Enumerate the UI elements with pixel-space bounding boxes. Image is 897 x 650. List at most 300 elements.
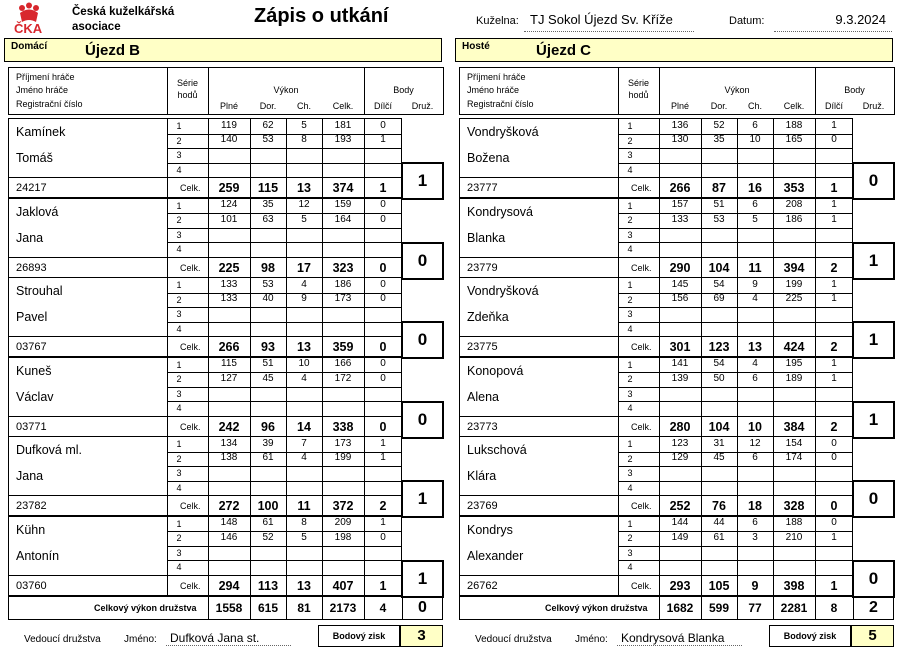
page-title: Zápis o utkání [254, 5, 389, 27]
home-series-number: 4 [176, 164, 182, 175]
home-series-number: 1 [176, 200, 182, 211]
home-player-total: 0 [379, 419, 387, 434]
home-series-value: 173 [334, 293, 352, 305]
home-series-value: 159 [334, 199, 352, 210]
away-series-value: 10 [749, 134, 761, 146]
home-header-divider [443, 67, 444, 115]
home-player-total: 338 [332, 419, 354, 434]
home-team-total-value: 81 [297, 601, 311, 615]
home-player-reg: 23782 [16, 500, 47, 512]
home-series-value: 0 [380, 531, 386, 543]
home-player-points: 1 [401, 560, 444, 598]
away-series-number: 2 [627, 533, 633, 544]
home-player-total: 13 [297, 578, 311, 593]
away-col-divider [618, 436, 619, 516]
home-series-number: 1 [176, 439, 182, 449]
home-series-number: 1 [176, 121, 182, 131]
home-row-divider [167, 148, 402, 149]
away-gain-value: 5 [851, 625, 894, 647]
away-player-reg: 23769 [467, 500, 498, 512]
away-player-total: 293 [669, 578, 691, 593]
home-total-divider [8, 495, 402, 496]
away-player-firstname: Alena [467, 389, 499, 404]
away-player-total: 301 [669, 340, 691, 354]
home-col-divider [167, 277, 168, 357]
away-player-total: 1 [830, 578, 838, 593]
away-player-total: 2 [830, 419, 838, 434]
home-leader-name: Dufková Jana st. [166, 631, 291, 646]
home-player-firstname: Jana [16, 469, 44, 483]
home-hdr-vykon: Výkon [273, 85, 299, 95]
away-series-value: 174 [785, 452, 803, 464]
home-player-points: 0 [401, 321, 444, 359]
away-hdr-body: Body [844, 85, 865, 95]
away-player-surname: Vondryšková [467, 125, 539, 139]
away-series-value: 6 [752, 119, 758, 131]
away-series-value: 145 [671, 278, 689, 290]
away-gain-label: Bodový zisk [769, 625, 851, 647]
away-hdr-ch: Ch. [747, 101, 762, 111]
cka-logo [14, 2, 44, 36]
away-player-total: 10 [748, 419, 762, 434]
home-player-firstname: Pavel [16, 310, 48, 324]
home-series-number: 2 [176, 215, 182, 226]
home-player-total: 242 [218, 419, 240, 434]
away-player-reg: 23775 [467, 341, 498, 353]
home-total-divider [8, 257, 402, 258]
home-col-divider [167, 118, 168, 198]
home-col-divider [167, 516, 168, 596]
away-player-total: 384 [783, 419, 805, 434]
home-series-number: 4 [176, 244, 182, 255]
home-series-value: 62 [262, 119, 274, 131]
away-series-value: 0 [831, 517, 837, 528]
away-series-value: 53 [713, 213, 725, 225]
home-total-divider [8, 575, 402, 576]
away-series-value: 154 [785, 437, 803, 449]
away-row-divider [618, 560, 853, 561]
away-total-label: Celk. [631, 501, 652, 511]
away-series-number: 3 [627, 388, 633, 399]
home-series-number: 4 [176, 562, 182, 573]
away-series-value: 1 [831, 213, 837, 225]
home-series-number: 3 [176, 150, 182, 161]
away-row-divider [618, 466, 853, 467]
home-series-value: 5 [301, 119, 307, 131]
home-team-total-value: 615 [257, 601, 279, 615]
away-series-value: 188 [785, 119, 803, 131]
home-name-label: Jméno: [124, 634, 157, 645]
away-player-total: 16 [748, 181, 762, 195]
away-player-total: 353 [783, 181, 805, 195]
away-total-label: Celk. [631, 342, 652, 352]
away-series-number: 2 [627, 294, 633, 305]
away-series-value: 5 [752, 213, 758, 225]
home-role-label: Domácí [11, 41, 48, 52]
away-hdr-druz: Druž. [862, 101, 885, 111]
away-hdr-surname: Příjmení hráče [467, 72, 526, 82]
away-series-value: 123 [671, 437, 689, 449]
home-player-points: 0 [401, 242, 444, 280]
home-series-value: 0 [380, 213, 386, 225]
home-row-divider [167, 163, 402, 164]
away-series-value: 133 [671, 213, 689, 225]
away-row-divider [618, 322, 853, 323]
home-total-label: Celk. [180, 421, 201, 432]
home-player-reg: 03760 [16, 579, 47, 592]
away-total-divider [459, 177, 853, 178]
home-series-value: 4 [301, 278, 307, 290]
venue-value: TJ Sokol Újezd Sv. Kříže [524, 12, 694, 32]
home-series-number: 4 [176, 323, 182, 334]
away-hdr-vykon: Výkon [724, 85, 750, 95]
home-player-surname: Jaklová [16, 204, 59, 219]
away-col-divider [618, 277, 619, 357]
home-player-points: 1 [401, 162, 444, 200]
away-player-total: 1 [830, 181, 838, 195]
home-player-total: 100 [257, 499, 279, 513]
home-series-value: 4 [301, 452, 307, 464]
home-player-total: 259 [218, 181, 240, 195]
away-series-value: 6 [752, 517, 758, 528]
home-series-number: 2 [176, 135, 182, 146]
away-player-firstname: Zdeňka [467, 310, 509, 324]
away-player-total: 9 [751, 578, 759, 593]
away-row-divider [618, 401, 853, 402]
home-row-divider [167, 466, 402, 467]
away-series-value: 141 [671, 358, 689, 369]
away-row-divider [618, 481, 853, 482]
home-hdr-series2: hodů [177, 90, 198, 100]
home-player-surname: Kamínek [16, 125, 66, 139]
home-player-total: 374 [332, 181, 354, 195]
home-total-label: Celk. [180, 501, 201, 511]
away-row-divider [618, 242, 853, 243]
home-series-value: 181 [334, 119, 352, 131]
away-player-reg: 23773 [467, 420, 498, 433]
away-series-value: 165 [785, 134, 803, 146]
home-series-value: 193 [334, 134, 352, 146]
away-series-number: 4 [627, 562, 633, 573]
home-player-surname: Dufková ml. [16, 443, 82, 457]
away-series-value: 35 [713, 134, 725, 146]
home-hdr-dilci: Dílčí [374, 101, 392, 111]
home-series-value: 0 [380, 293, 386, 305]
away-series-number: 1 [627, 200, 633, 211]
away-series-value: 149 [671, 531, 689, 543]
away-series-number: 1 [627, 121, 633, 131]
away-series-number: 1 [627, 518, 633, 529]
away-series-value: 144 [671, 517, 689, 528]
home-player-firstname: Jana [16, 230, 44, 245]
home-team-total-value: 0 [418, 599, 427, 616]
away-role-label: Hosté [462, 41, 490, 52]
away-player-reg: 23779 [467, 261, 498, 274]
home-player-surname: Kühn [16, 522, 46, 537]
home-total-label: Celk. [180, 580, 201, 591]
away-player-surname: Kondrys [467, 522, 513, 537]
home-hdr-celk: Celk. [332, 101, 354, 111]
home-series-number: 4 [176, 482, 182, 493]
away-series-value: 0 [831, 134, 837, 146]
home-series-number: 4 [176, 403, 182, 414]
home-player-surname: Strouhal [16, 284, 63, 298]
home-series-value: 4 [301, 372, 307, 384]
away-series-number: 4 [627, 403, 633, 414]
away-player-points: 1 [852, 321, 895, 359]
home-series-value: 5 [301, 213, 307, 225]
home-series-value: 9 [301, 293, 307, 305]
away-series-value: 9 [752, 278, 758, 290]
away-series-value: 54 [713, 278, 725, 290]
home-player-total: 93 [261, 340, 275, 354]
home-row-divider [167, 387, 402, 388]
away-hdr-series2: hodů [628, 90, 649, 100]
away-series-number: 3 [627, 150, 633, 161]
home-team-band [4, 38, 442, 62]
home-total-label: Celk. [180, 262, 201, 273]
home-series-value: 1 [380, 134, 386, 146]
away-total-label: Celkový výkon družstva [545, 603, 648, 613]
home-series-value: 124 [220, 199, 238, 210]
away-total-divider [459, 416, 853, 417]
away-series-value: 0 [831, 437, 837, 449]
home-series-value: 10 [298, 358, 310, 369]
away-col-divider [618, 516, 619, 596]
home-player-total: 372 [332, 499, 354, 513]
home-series-number: 2 [176, 294, 182, 305]
home-series-number: 3 [176, 229, 182, 240]
away-series-value: 225 [785, 293, 803, 305]
home-series-value: 133 [220, 278, 238, 290]
away-series-value: 51 [713, 199, 725, 210]
away-player-total: 105 [708, 578, 730, 593]
home-series-value: 52 [262, 531, 274, 543]
away-series-value: 3 [752, 531, 758, 543]
home-hdr-dor: Dor. [259, 101, 277, 111]
away-hdr-series: Série [627, 78, 649, 88]
away-team-total-value: 2 [869, 599, 878, 616]
away-series-number: 1 [627, 439, 633, 449]
away-player-points: 1 [852, 401, 895, 439]
away-series-number: 1 [627, 280, 633, 290]
away-row-divider [618, 228, 853, 229]
home-series-value: 166 [334, 358, 352, 369]
away-player-points: 0 [852, 162, 895, 200]
home-series-number: 1 [176, 359, 182, 370]
away-series-value: 52 [713, 119, 725, 131]
date-label: Datum: [729, 15, 765, 27]
away-player-total: 2 [830, 340, 838, 354]
home-series-number: 1 [176, 518, 182, 529]
away-hdr-reg: Registrační číslo [467, 99, 534, 109]
away-series-number: 2 [627, 453, 633, 464]
home-row-divider [167, 228, 402, 229]
home-player-total: 2 [379, 499, 387, 513]
away-player-total: 87 [712, 181, 726, 195]
home-player-total: 1 [379, 578, 387, 593]
away-player-total: 424 [783, 340, 805, 354]
home-hdr-ch: Ch. [296, 101, 311, 111]
home-series-value: 61 [262, 452, 274, 464]
home-row-divider [167, 481, 402, 482]
home-player-total: 14 [297, 419, 311, 434]
away-series-value: 210 [785, 531, 803, 543]
away-player-points: 1 [852, 242, 895, 280]
away-hdr-dilci: Dílčí [825, 101, 843, 111]
home-series-value: 172 [334, 372, 352, 384]
home-series-value: 198 [334, 531, 352, 543]
away-series-value: 6 [752, 199, 758, 210]
away-player-surname: Kondrysová [467, 204, 534, 219]
away-player-reg: 23777 [467, 182, 498, 194]
home-series-value: 1 [380, 452, 386, 464]
home-player-total: 13 [297, 340, 311, 354]
home-player-total: 359 [332, 340, 354, 354]
away-col-divider [618, 357, 619, 437]
home-series-value: 0 [380, 358, 386, 369]
home-player-reg: 03771 [16, 420, 47, 433]
away-player-firstname: Božena [467, 151, 510, 165]
away-team-total-value: 77 [748, 601, 762, 615]
home-hdr-body: Body [393, 85, 414, 95]
away-row-divider [618, 387, 853, 388]
away-team-total-value: 1682 [666, 601, 694, 615]
away-series-value: 189 [785, 372, 803, 384]
away-series-value: 195 [785, 358, 803, 369]
away-team-total-value: 8 [830, 601, 838, 615]
away-series-number: 3 [627, 229, 633, 240]
away-total-label: Celk. [631, 183, 652, 193]
away-player-total: 290 [669, 260, 691, 275]
home-series-value: 199 [334, 452, 352, 464]
away-series-number: 4 [627, 323, 633, 334]
home-series-value: 0 [380, 278, 386, 290]
home-player-points: 1 [401, 480, 444, 518]
home-player-total: 98 [261, 260, 275, 275]
venue-label: Kuželna: [476, 15, 519, 27]
home-series-value: 53 [262, 278, 274, 290]
home-team-total-value: 1558 [215, 601, 243, 615]
away-series-number: 3 [627, 309, 633, 320]
away-player-total: 18 [748, 499, 762, 513]
home-series-number: 2 [176, 453, 182, 464]
home-player-firstname: Tomáš [16, 151, 53, 165]
away-hdr-plne: Plné [670, 101, 689, 111]
organization-name [72, 5, 192, 35]
away-player-points: 0 [852, 560, 895, 598]
away-series-value: 12 [749, 437, 761, 449]
away-series-number: 2 [627, 374, 633, 385]
home-series-value: 138 [220, 452, 238, 464]
home-series-number: 2 [176, 533, 182, 544]
home-series-value: 7 [301, 437, 307, 449]
home-total-label: Celk. [180, 342, 201, 352]
away-leader-label: Vedoucí družstva [475, 634, 552, 645]
home-series-value: 186 [334, 278, 352, 290]
home-series-value: 173 [334, 437, 352, 449]
home-row-divider [167, 307, 402, 308]
away-player-total: 76 [712, 499, 726, 513]
away-row-divider [618, 546, 853, 547]
home-player-total: 11 [297, 499, 311, 513]
away-name-label: Jméno: [575, 634, 608, 645]
home-col-divider [167, 198, 168, 278]
home-team-total-value: 4 [379, 601, 387, 615]
away-team-total-value: 599 [708, 601, 730, 615]
home-row-divider [167, 546, 402, 547]
home-series-value: 140 [220, 134, 238, 146]
home-series-number: 3 [176, 309, 182, 320]
home-total-label: Celkový výkon družstva [94, 603, 197, 613]
away-series-value: 0 [831, 452, 837, 464]
away-player-total: 398 [783, 578, 805, 593]
away-series-value: 6 [752, 372, 758, 384]
away-series-number: 2 [627, 215, 633, 226]
away-series-value: 156 [671, 293, 689, 305]
away-series-value: 1 [831, 531, 837, 543]
home-series-value: 101 [220, 213, 238, 225]
home-player-total: 96 [261, 419, 275, 434]
home-series-value: 39 [262, 437, 274, 449]
home-series-value: 0 [380, 199, 386, 210]
away-hdr-firstname: Jméno hráče [467, 85, 520, 95]
away-player-total: 104 [708, 260, 730, 275]
away-team-name: Újezd C [536, 42, 592, 59]
away-player-firstname: Blanka [467, 230, 506, 245]
away-series-value: 208 [785, 199, 803, 210]
away-player-total: 394 [783, 260, 805, 275]
home-series-value: 8 [301, 517, 307, 528]
home-player-total: 266 [218, 340, 240, 354]
away-series-value: 1 [831, 358, 837, 369]
home-gain-label: Bodový zisk [318, 625, 400, 647]
away-series-value: 130 [671, 134, 689, 146]
away-series-value: 45 [713, 452, 725, 464]
home-team-total-value: 2173 [329, 601, 357, 615]
away-series-number: 4 [627, 244, 633, 255]
home-player-firstname: Antonín [16, 548, 60, 563]
away-series-value: 61 [713, 531, 725, 543]
away-player-surname: Vondryšková [467, 284, 539, 298]
home-series-value: 148 [220, 517, 238, 528]
home-total-label: Celk. [180, 183, 201, 193]
home-leader-label: Vedoucí družstva [24, 634, 101, 645]
home-team-name: Újezd B [85, 42, 141, 59]
home-series-value: 115 [221, 358, 237, 369]
home-series-value: 35 [262, 199, 274, 210]
home-series-value: 0 [380, 372, 386, 384]
away-col-divider [618, 118, 619, 198]
home-player-total: 113 [257, 578, 279, 593]
away-player-total: 266 [669, 181, 691, 195]
home-hdr-plne: Plné [219, 101, 238, 111]
home-series-value: 8 [301, 134, 307, 146]
away-series-value: 1 [831, 119, 837, 131]
home-series-number: 2 [176, 374, 182, 385]
away-total-divider [459, 495, 853, 496]
home-series-value: 63 [262, 213, 274, 225]
home-series-value: 209 [334, 517, 352, 528]
away-player-firstname: Alexander [467, 548, 524, 563]
home-player-total: 225 [218, 260, 240, 275]
away-player-reg: 26762 [467, 579, 498, 592]
home-player-total: 407 [332, 578, 354, 593]
away-player-surname: Lukschová [467, 443, 527, 457]
home-hdr-reg: Registrační číslo [16, 99, 83, 109]
home-player-total: 1 [379, 181, 387, 195]
away-series-number: 2 [627, 135, 633, 146]
